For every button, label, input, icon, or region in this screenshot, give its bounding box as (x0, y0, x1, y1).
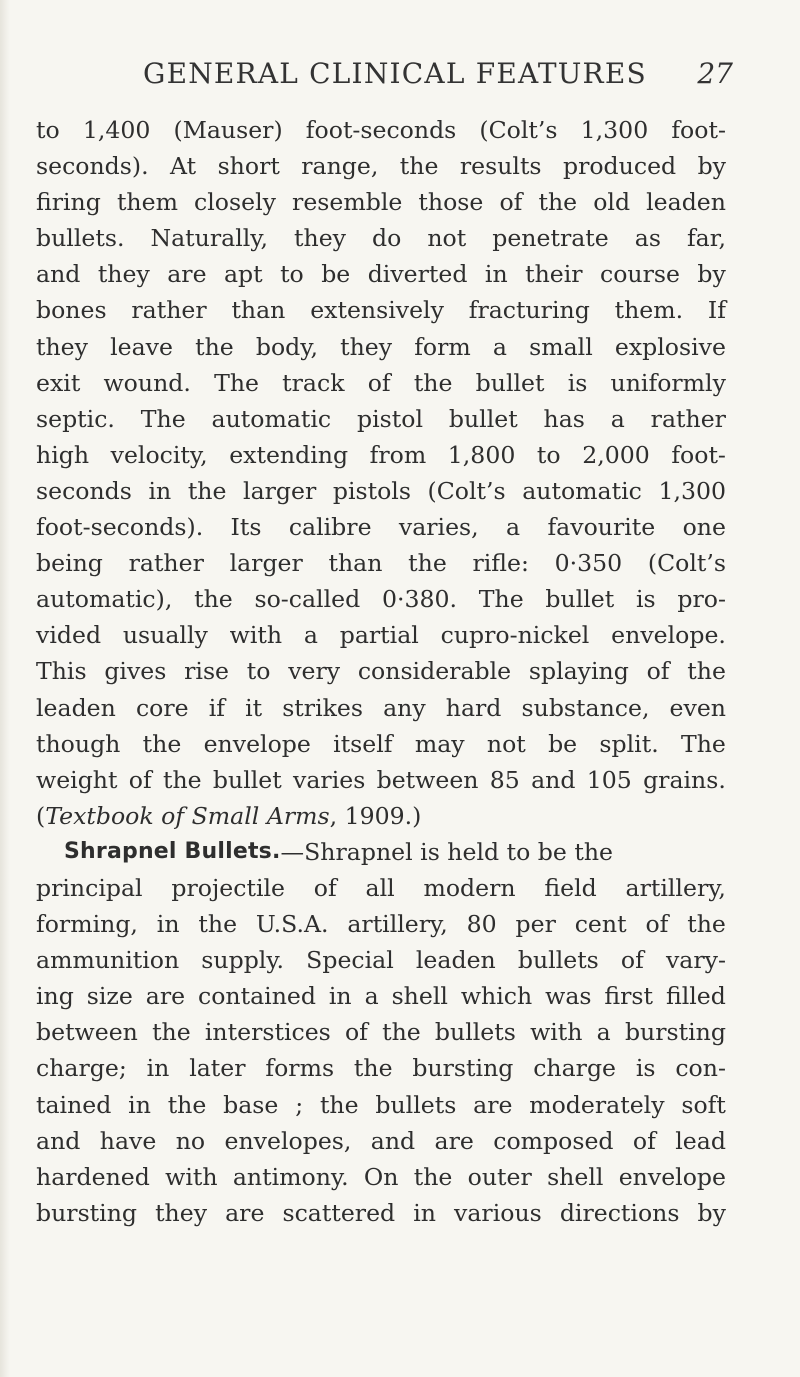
text-line: to 1,400 (Mauser) foot-seconds (Colt’s 1,300 foot- (36, 116, 726, 144)
citation-line (36, 798, 726, 834)
text-line: they leave the body, they form a small explosive (36, 332, 726, 361)
text-line: ammunition supply. Special leaden bullets of vary- (36, 946, 726, 975)
citation-title: Textbook of Small Arms (45, 801, 330, 830)
text-line: principal projectile of all modern field artillery, (36, 873, 726, 902)
text-line: firing them closely resemble those of the old leaden (36, 188, 726, 217)
text-line: hardened with antimony. On the outer shell envelope (36, 1162, 726, 1191)
text-line: automatic), the so-called 0·380. The bullet is pro- (36, 585, 726, 614)
text-line: and have no envelopes, and are composed of lead (36, 1126, 726, 1155)
page-number: 27 (697, 57, 733, 90)
text-line: seconds in the larger pistols (Colt’s automatic 1,300 (36, 476, 726, 505)
text-line: bursting they are scattered in various directions by (36, 1198, 726, 1227)
heading-line-text: —Shrapnel is held to be the (280, 837, 614, 866)
text-line: charge; in later forms the bursting charge is con- (36, 1054, 726, 1083)
text-line: leaden core if it strikes any hard substance, even (36, 693, 726, 722)
shrapnel-heading-line (36, 834, 726, 870)
citation-rest: , 1909.) (329, 801, 422, 830)
text-line: foot-seconds). Its calibre varies, a favourite one (36, 513, 726, 542)
text-line: bones rather than extensively fracturing them. If (36, 296, 726, 325)
text-line: septic. The automatic pistol bullet has a rather (36, 404, 726, 433)
page-gutter (0, 0, 10, 1377)
text-line: weight of the bullet varies between 85 and 105 grains. (36, 765, 726, 794)
text-line: though the envelope itself may not be split. The (36, 729, 726, 758)
text-line: vided usually with a partial cupro-nickel envelope. (36, 621, 726, 650)
page-header (113, 57, 733, 97)
section-heading: Shrapnel Bullets. (64, 838, 281, 864)
text-line: tained in the base ; the bullets are moderately soft (36, 1090, 726, 1119)
body-text (36, 112, 726, 1231)
citation-open-paren: ( (36, 801, 46, 830)
text-line: high velocity, extending from 1,800 to 2,000 foot- (36, 440, 726, 469)
text-line: This gives rise to very considerable splaying of the (36, 657, 726, 686)
text-line: seconds). At short range, the results produced by (36, 152, 726, 181)
text-line: being rather larger than the rifle: 0·350 (Colt’s (36, 549, 726, 578)
text-line: exit wound. The track of the bullet is uniformly (36, 368, 726, 397)
text-line: bullets. Naturally, they do not penetrate as far, (36, 224, 726, 253)
running-head: GENERAL CLINICAL FEATURES (143, 57, 647, 90)
text-line: between the interstices of the bullets with a bursting (36, 1018, 726, 1047)
text-line: forming, in the U.S.A. artillery, 80 per cent of the (36, 910, 726, 939)
text-line: ing size are contained in a shell which was first filled (36, 982, 726, 1011)
text-line: and they are apt to be diverted in their course by (36, 260, 726, 289)
